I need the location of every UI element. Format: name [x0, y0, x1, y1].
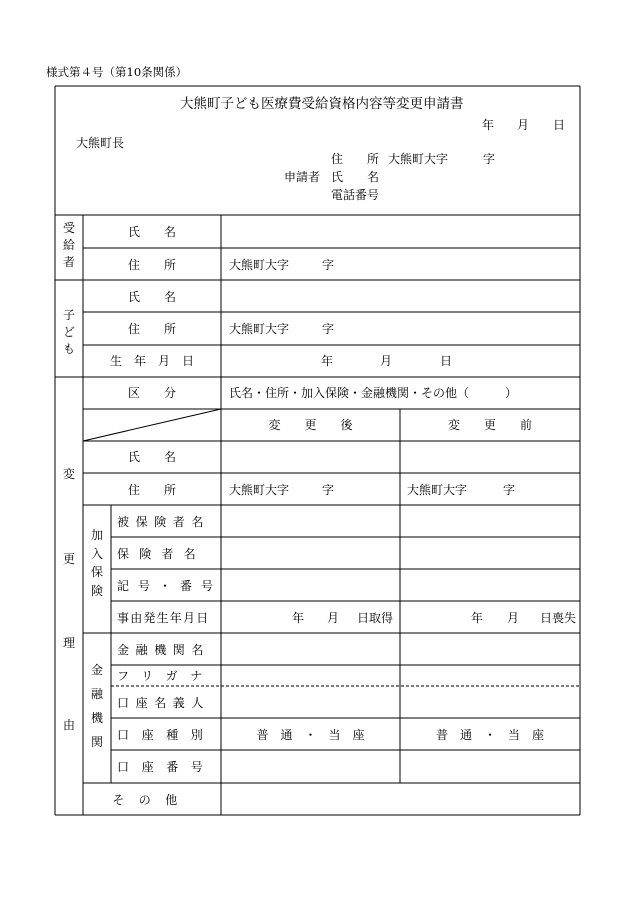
child-address-label: 住 所	[127, 322, 176, 336]
change-group-char-2: 更	[63, 552, 76, 566]
before-date-month: 月	[507, 611, 520, 625]
diagonal-line	[83, 409, 221, 441]
bank-name-label: 金融機関名	[117, 643, 211, 657]
after-date-year: 年	[292, 611, 305, 625]
account-type-before: 普 通 ・ 当 座	[435, 728, 544, 742]
address-before-aza: 字	[503, 483, 516, 497]
insurer-name-label: 保険者名	[117, 547, 206, 561]
applicant-label: 申請者	[284, 170, 321, 184]
furigana-label: フリガナ	[117, 669, 215, 683]
after-date-suffix: 日取得	[357, 611, 394, 625]
form-title: 大熊町子ども医療費受給資格内容等変更申請書	[180, 96, 464, 112]
address-after-value: 大熊町大字	[229, 483, 290, 497]
recipient-aza: 字	[322, 258, 335, 272]
change-group-char-4: 由	[63, 718, 76, 732]
insured-name-label: 被保険者名	[117, 515, 211, 529]
date-year: 年	[482, 118, 495, 132]
child-address-value: 大熊町大字	[229, 322, 290, 336]
change-group-char-3: 理	[63, 636, 76, 650]
before-header: 変 更 前	[447, 418, 532, 432]
applicant-address-label: 住 所	[331, 152, 380, 166]
address-after-aza: 字	[322, 483, 335, 497]
applicant-name-label: 氏 名	[331, 170, 380, 184]
insurance-group-label: 加 入 保 険	[90, 528, 103, 598]
after-date-month: 月	[327, 611, 340, 625]
date-day: 日	[553, 118, 566, 132]
account-type-label: 口座種別	[117, 728, 216, 742]
child-group-label: 子 ど も	[62, 308, 75, 357]
symbol-number-label: 記号・番号	[117, 579, 223, 593]
after-header: 変 更 後	[268, 418, 353, 432]
form-number: 様式第４号（第10条関係）	[46, 65, 188, 79]
event-date-label: 事由発生年月日	[117, 611, 210, 625]
applicant-aza: 字	[483, 152, 496, 166]
change-name-label: 氏 名	[127, 450, 176, 464]
child-dob-label: 生 年 月 日	[109, 354, 194, 368]
child-dob-year: 年	[321, 354, 334, 368]
account-type-after: 普 通 ・ 当 座	[256, 728, 365, 742]
addressee: 大熊町長	[76, 136, 125, 150]
before-date-year: 年	[471, 611, 484, 625]
account-number-label: 口座番号	[117, 760, 216, 774]
change-group-char-1: 変	[63, 467, 76, 481]
recipient-name-label: 氏 名	[127, 225, 176, 239]
category-value: 氏名・住所・加入保険・金融機関・その他（ ）	[229, 386, 518, 400]
other-label: その他	[112, 793, 192, 807]
child-name-label: 氏 名	[127, 290, 176, 304]
change-address-label: 住 所	[127, 483, 176, 497]
child-dob-day: 日	[440, 354, 453, 368]
applicant-address-value: 大熊町大字	[388, 152, 449, 166]
address-before-value: 大熊町大字	[407, 483, 468, 497]
recipient-address-label: 住 所	[127, 258, 176, 272]
child-aza: 字	[322, 322, 335, 336]
applicant-phone-label: 電話番号	[331, 188, 380, 202]
recipient-address-value: 大熊町大字	[229, 258, 290, 272]
bank-group-label: 金 融 機 関	[90, 663, 103, 749]
recipient-group-label: 受 給 者	[62, 221, 75, 270]
account-holder-label: 口座名義人	[117, 696, 211, 710]
category-label: 区 分	[127, 386, 176, 400]
date-month: 月	[517, 118, 530, 132]
child-dob-month: 月	[380, 354, 393, 368]
before-date-suffix: 日喪失	[540, 611, 577, 625]
